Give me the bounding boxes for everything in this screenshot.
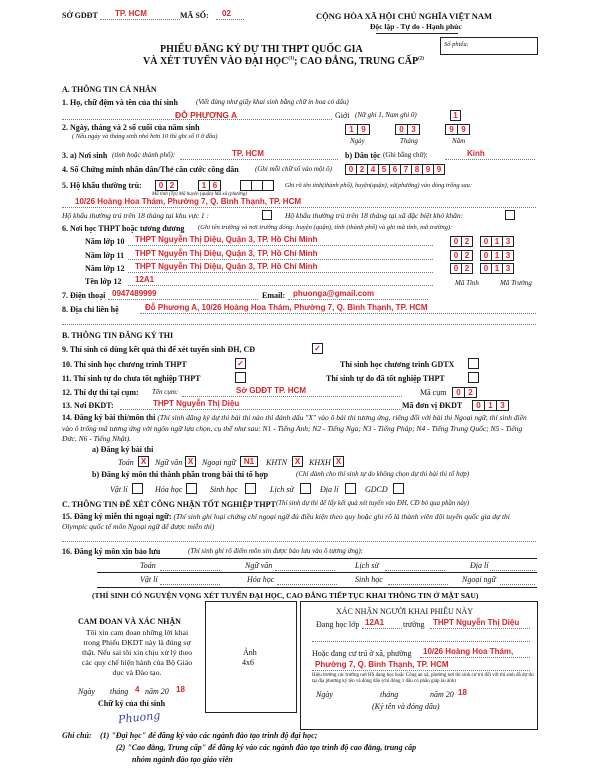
ngoaingu-code[interactable]: N1 bbox=[240, 456, 258, 467]
dob-year-1[interactable]: 9 bbox=[445, 124, 458, 135]
cmnd-digit-7[interactable]: 8 bbox=[411, 164, 423, 175]
diali-check[interactable] bbox=[345, 483, 356, 494]
bl-lichsu: Lịch sử bbox=[355, 561, 379, 570]
email-label: Email: bbox=[262, 291, 286, 300]
q3b-label: b) Dân tộc bbox=[345, 151, 381, 160]
so-phieu-box[interactable] bbox=[440, 37, 538, 55]
hk-huyen-1[interactable]: 1 bbox=[198, 180, 210, 191]
camdoan-title: CAM ĐOAN VÀ XÁC NHẬN bbox=[78, 617, 181, 626]
madv-3[interactable]: 3 bbox=[496, 400, 509, 411]
photo-label-2: 4x6 bbox=[242, 658, 254, 667]
q13-label: 13. Nơi ĐKDT: bbox=[62, 401, 114, 410]
signature: Phuong bbox=[117, 708, 161, 727]
xacnhan-title: XÁC NHẬN NGƯỜI KHAI PHIẾU NÀY bbox=[336, 607, 474, 616]
bl-vatli: Vật lí bbox=[140, 575, 158, 584]
q14-block: 14. Đăng ký bài thi/môn thi (Thí sinh đăng ký dự thi bài thi nào thì đánh dấu "X" vào ô bài thi tương ứng, riêng đối với bài thi Ngoại ngữ, thí sinh điền vào ô trống mã tương ứng với ngôn ngữ lựa chọn, cụ thể như sau: N1 - Tiếng Anh; N2 - Tiếng Nga; N3 - Tiếng Pháp; N4 - Tiếng Trung Quốc; N5 - Tiếng Đức, N6 - Tiếng Nhật). bbox=[62, 413, 527, 443]
q1-hint: (Viết đúng như giấy khai sinh bằng chữ in hoa có dấu) bbox=[196, 98, 349, 106]
cd-nam: năm 20 bbox=[145, 687, 169, 696]
ngoaingu-label: Ngoại ngữ bbox=[202, 458, 236, 467]
email-value[interactable]: phuonga@gmail.com bbox=[293, 289, 375, 298]
cmnd-digit-4[interactable]: 5 bbox=[378, 164, 390, 175]
gdtx-label: Thí sinh học chương trình GDTX bbox=[340, 360, 455, 369]
nguvan-check[interactable]: X bbox=[185, 456, 196, 467]
so-gddt-label: SỞ GDĐT bbox=[62, 11, 98, 20]
q12-hint: Tên cụm: bbox=[152, 388, 179, 396]
lop10-code-4[interactable]: 1 bbox=[491, 236, 503, 247]
tnthpt-check[interactable] bbox=[468, 372, 479, 383]
q1-fullname[interactable]: ĐỖ PHƯƠNG A bbox=[175, 110, 238, 120]
q1-label: 1. Họ, chữ đệm và tên của thí sinh bbox=[62, 98, 178, 107]
q14b-hint: (Chỉ dành cho thí sinh tự do không chọn dự thi bài thi tổ hợp) bbox=[296, 470, 470, 478]
bl-toan: Toán bbox=[140, 561, 156, 570]
q4-label: 4. Số Chứng minh nhân dân/Thẻ căn cước công dân bbox=[62, 165, 239, 174]
ma-truong-caption: Mã Trường bbox=[500, 279, 532, 287]
toan-label: Toán bbox=[118, 458, 134, 467]
ghichu-label: Ghi chú: bbox=[62, 731, 92, 740]
dob-day-2[interactable]: 9 bbox=[357, 124, 370, 135]
q3a-value[interactable]: TP. HCM bbox=[232, 149, 264, 158]
q8-label: 8. Địa chỉ liên hệ bbox=[62, 305, 119, 314]
hk-xa-3[interactable] bbox=[262, 180, 274, 191]
cmnd-digit-5[interactable]: 6 bbox=[389, 164, 401, 175]
lop10-code-1[interactable]: 0 bbox=[450, 236, 462, 247]
form-title-line1: PHIẾU ĐĂNG KÝ DỰ THI THPT QUỐC GIA bbox=[160, 44, 363, 55]
q8-address[interactable]: Đỗ Phương A, 10/26 Hoàng Hoa Thám, Phường 7, Q. Bình Thạnh, TP. HCM bbox=[145, 303, 428, 312]
thang-caption: Tháng bbox=[400, 137, 418, 145]
madv-2[interactable]: 1 bbox=[484, 400, 497, 411]
cd-nam-value[interactable]: 18 bbox=[176, 685, 185, 694]
lop11-school[interactable]: THPT Nguyễn Thị Diệu, Quận 3, TP. Hồ Chí Minh bbox=[135, 249, 318, 258]
gdcd-label: GDCD bbox=[365, 485, 388, 494]
xn-addr2[interactable]: Phường 7, Q. Bình Thạnh, TP. HCM bbox=[315, 660, 449, 669]
khtn-label: KHTN bbox=[266, 458, 287, 467]
lop10-code-2[interactable]: 2 bbox=[461, 236, 473, 247]
section-c-title: C. THÔNG TIN ĐỂ XÉT CÔNG NHẬN TỐT NGHIỆP THPT bbox=[62, 500, 276, 509]
gdtx-check[interactable] bbox=[468, 358, 479, 369]
sinhhoc-label: Sinh học bbox=[210, 485, 238, 494]
xn-note: Hiệu trưởng các trường nơi HS đang học hoặc Công an xã, phường nơi thí sinh cư trú đối với thí sinh đã dự thi tại địa phương ký tên và đóng dấu (chỉ đóng 1 dấu có phần giáp lai ảnh) bbox=[312, 673, 534, 684]
q7-label: 7. Điện thoại bbox=[62, 291, 106, 300]
q5-db-box[interactable] bbox=[505, 210, 515, 220]
cmnd-digit-1[interactable]: 0 bbox=[345, 164, 357, 175]
lop11-code-3[interactable]: 0 bbox=[480, 250, 492, 261]
lop12-code-3[interactable]: 0 bbox=[480, 263, 492, 274]
lop10-label: Năm lớp 10 bbox=[85, 237, 125, 246]
q12-value[interactable]: Sở GDĐT TP. HCM bbox=[236, 386, 306, 395]
notice: (THÍ SINH CÓ NGUYỆN VỌNG XÉT TUYỂN ĐẠI HỌC, CAO ĐẲNG TIẾP TỤC KHAI THÔNG TIN Ở MẶT SAU) bbox=[92, 591, 479, 600]
madv-label: Mã đơn vị ĐKDT bbox=[402, 401, 463, 410]
tenlop-value[interactable]: 12A1 bbox=[135, 275, 155, 284]
hk-tinh-2[interactable]: 2 bbox=[166, 180, 178, 191]
q14a-label: a) Đăng ký bài thi bbox=[92, 445, 154, 454]
lichsu-label: Lịch sử bbox=[270, 485, 294, 494]
q3a-hint: (tỉnh hoặc thành phố): bbox=[112, 151, 176, 159]
q9-label: 9. Thí sinh có dùng kết quả thi để xét tuyển sinh ĐH, CĐ bbox=[62, 345, 256, 354]
bl-nguvan: Ngữ văn bbox=[245, 561, 273, 570]
q16-hint: (Thí sinh ghi rõ điểm môn xin được bảo lưu vào ô tương ứng): bbox=[188, 547, 363, 555]
bl-ngoaingu: Ngoại ngữ bbox=[462, 575, 496, 584]
xn-thang: tháng bbox=[380, 690, 399, 699]
lop10-school[interactable]: THPT Nguyễn Thị Diệu, Quận 3, TP. Hồ Chí Minh bbox=[135, 235, 318, 244]
xn-hoac: Hoặc đang cư trú ở xã, phường bbox=[312, 649, 412, 658]
macum-label: Mã cụm bbox=[420, 388, 447, 397]
hk-tinh-1[interactable]: 0 bbox=[155, 180, 167, 191]
q6-hint: (Ghi tên trường và nơi trường đóng: huyện (quận), tỉnh (thành phố) và ghi mã tỉnh, mã trường): bbox=[198, 224, 453, 231]
ngay-caption: Ngày bbox=[350, 137, 365, 145]
lop11-code-5[interactable]: 3 bbox=[502, 250, 514, 261]
khtn-check[interactable]: X bbox=[292, 456, 303, 467]
gdcd-check[interactable] bbox=[393, 483, 404, 494]
q3b-value[interactable]: Kinh bbox=[467, 149, 485, 158]
q2-label: 2. Ngày, tháng và 2 số cuối của năm sinh bbox=[62, 123, 200, 132]
q16-label: 16. Đăng ký môn xin bảo lưu bbox=[62, 547, 161, 556]
q3b-hint: (Ghi bằng chữ): bbox=[383, 151, 428, 159]
bl-hoahoc: Hóa học bbox=[247, 575, 275, 584]
lop11-code-4[interactable]: 1 bbox=[491, 250, 503, 261]
ma-so-value[interactable]: 02 bbox=[222, 9, 231, 18]
xn-sign: (Ký tên và đóng dấu) bbox=[372, 702, 440, 711]
vatli-check[interactable] bbox=[132, 483, 143, 494]
khxh-label: KHXH bbox=[309, 458, 331, 467]
cd-ngay: Ngày bbox=[78, 687, 95, 696]
so-gddt-value[interactable]: TP. HCM bbox=[115, 9, 147, 18]
dob-day-1[interactable]: 1 bbox=[345, 124, 358, 135]
q9-check[interactable]: ✓ bbox=[312, 343, 323, 354]
q5-sub: Mã tỉnh (Tp) Mã huyện (quận) Mã xã (phường) bbox=[152, 192, 248, 197]
q11-label: 11. Thí sinh tự do chưa tốt nghiệp THPT bbox=[62, 374, 201, 383]
xn-lop-value[interactable]: 12A1 bbox=[365, 618, 385, 627]
section-c-hint: (Thí sinh dự thi để lấy kết quả xét tuyển vào ĐH, CĐ bỏ qua phần này) bbox=[276, 500, 470, 507]
lop10-code-5[interactable]: 3 bbox=[502, 236, 514, 247]
xn-ngay: Ngày bbox=[316, 690, 333, 699]
toan-check[interactable]: X bbox=[138, 456, 149, 467]
lop12-code-4[interactable]: 1 bbox=[491, 263, 503, 274]
xn-danghoc: Đang học lớp bbox=[316, 620, 360, 629]
gioi-box[interactable]: 1 bbox=[450, 110, 461, 121]
photo-label-1: Ảnh bbox=[243, 648, 257, 657]
q13-value[interactable]: THPT Nguyễn Thị Diệu bbox=[153, 399, 240, 408]
q5-address[interactable]: 10/26 Hoàng Hoa Thám, Phường 7, Q. Bình Thạnh, TP. HCM bbox=[75, 197, 302, 206]
cd-thang: tháng bbox=[110, 687, 129, 696]
hoahoc-label: Hóa học bbox=[155, 485, 183, 494]
cmnd-digit-2[interactable]: 2 bbox=[356, 164, 368, 175]
section-a-title: A. THÔNG TIN CÁ NHÂN bbox=[62, 85, 157, 94]
lop10-code-3[interactable]: 0 bbox=[480, 236, 492, 247]
so-phieu-label: Số phiếu: bbox=[444, 41, 469, 48]
cmnd-digit-9[interactable]: 9 bbox=[433, 164, 445, 175]
q5-kv1-box[interactable] bbox=[262, 210, 272, 220]
khxh-check[interactable]: X bbox=[333, 456, 344, 467]
nguvan-label: Ngữ văn bbox=[155, 458, 183, 467]
ma-so-label: MÃ SỐ: bbox=[180, 11, 209, 20]
q3a-label: 3. a) Nơi sinh bbox=[62, 151, 108, 160]
lop11-code-2[interactable]: 2 bbox=[461, 250, 473, 261]
nation-title: CỘNG HÒA XÃ HỘI CHỦ NGHĨA VIỆT NAM bbox=[316, 11, 493, 21]
q5-db-label: Hộ khẩu thường trú trên 18 tháng tại xã đặc biệt khó khăn: bbox=[285, 211, 464, 220]
q5-hint-right: Ghi rõ tên tỉnh(thành phố), huyện(quận), xã(phường) vào dòng trống sau: bbox=[285, 182, 472, 189]
tnthpt-label: Thí sinh tự do đã tốt nghiệp THPT bbox=[326, 374, 445, 383]
nam-caption: Năm bbox=[452, 137, 466, 145]
macum-1[interactable]: 0 bbox=[452, 387, 465, 398]
xn-truong-value[interactable]: THPT Nguyễn Thị Diệu bbox=[433, 618, 520, 627]
cmnd-digit-8[interactable]: 9 bbox=[422, 164, 434, 175]
section-b-title: B. THÔNG TIN ĐĂNG KÝ THI bbox=[62, 331, 174, 340]
xn-nam-value[interactable]: 18 bbox=[458, 688, 467, 697]
q5-kv1-label: Hộ khẩu thường trú trên 18 tháng tại khu vực 1 : bbox=[62, 211, 209, 220]
lop12-code-1[interactable]: 0 bbox=[450, 263, 462, 274]
bl-sinhhoc: Sinh học bbox=[355, 575, 383, 584]
q14b-label: b) Đăng ký môn thi thành phần trong bài thi tổ hợp bbox=[92, 470, 269, 479]
form-title-line2: VÀ XÉT TUYỂN VÀO ĐẠI HỌC$^{(1)}$; CAO ĐẲNG, TRUNG CẤP$^{(2)}$ bbox=[143, 56, 424, 67]
hk-huyen-2[interactable]: 6 bbox=[209, 180, 221, 191]
q10-check[interactable]: ✓ bbox=[235, 358, 246, 369]
madv-1[interactable]: 0 bbox=[472, 400, 485, 411]
footnote-1: (1) "Đại học" để đăng ký vào các ngành đào tạo trình độ đại học; bbox=[100, 731, 318, 740]
macum-2[interactable]: 2 bbox=[464, 387, 477, 398]
xn-truong: trường bbox=[403, 620, 425, 629]
hoahoc-check[interactable] bbox=[186, 483, 197, 494]
lop11-code-1[interactable]: 0 bbox=[450, 250, 462, 261]
camdoan-text: Tôi xin cam đoan những lời khai trong Phiếu ĐKDT này là đúng sự thật. Nếu sai tôi xin chịu xử lý theo các quy chế hiện hành của Bộ Giáo dục và Đào tạo. bbox=[81, 628, 193, 677]
lop12-label: Năm lớp 12 bbox=[85, 264, 125, 273]
footnote-2b: nhóm ngành đào tạo giáo viên bbox=[132, 755, 233, 764]
lop12-school[interactable]: THPT Nguyễn Thị Diệu, Quận 3, TP. Hồ Chí Minh bbox=[135, 262, 318, 271]
motto: Độc lập - Tự do - Hạnh phúc bbox=[370, 22, 462, 31]
q6-label: 6. Nơi học THPT hoặc tương đương bbox=[62, 224, 185, 233]
q2-hint: ( Nếu ngày và tháng sinh nhỏ hơn 10 thì ghi số 0 ở đầu) bbox=[72, 133, 218, 140]
lichsu-check[interactable] bbox=[300, 483, 311, 494]
vatli-label: Vật lí bbox=[110, 485, 128, 494]
q11-check[interactable] bbox=[235, 372, 246, 383]
q12-label: 12. Thí dự thi tại cụm: bbox=[62, 388, 139, 397]
xn-nam: năm 20 bbox=[430, 690, 454, 699]
gioi-label: Giới bbox=[335, 111, 350, 120]
lop12-code-2[interactable]: 2 bbox=[461, 263, 473, 274]
cmnd-digit-3[interactable]: 4 bbox=[367, 164, 379, 175]
q15-block: 15. Đăng ký miễn thi ngoại ngữ: (Thí sinh ghi loại chứng chỉ ngoại ngữ đủ điều kiện theo quy hoặc ghi rõ là thành viên đội tuyển quốc gia dự thi Olympic quốc tế môn Ngoại ngữ để được miễn thi) bbox=[62, 512, 510, 531]
xn-addr1[interactable]: 10/26 Hoàng Hoa Thám, bbox=[423, 647, 514, 656]
sinhhoc-check[interactable] bbox=[245, 483, 256, 494]
dob-year-2[interactable]: 9 bbox=[457, 124, 470, 135]
cd-thang-value[interactable]: 4 bbox=[135, 685, 140, 694]
q10-label: 10. Thí sinh học chương trình THPT bbox=[62, 360, 187, 369]
lop12-code-5[interactable]: 3 bbox=[502, 263, 514, 274]
q4-hint: (Ghi mỗi chữ số vào một ô) bbox=[255, 165, 332, 173]
lop11-label: Năm lớp 11 bbox=[85, 251, 125, 260]
q7-phone[interactable]: 0947489999 bbox=[112, 289, 157, 298]
bl-diali: Địa lí bbox=[470, 561, 489, 570]
dob-month-2[interactable]: 3 bbox=[407, 124, 420, 135]
photo-box[interactable] bbox=[205, 601, 297, 713]
cd-sign-label: Chữ ký của thí sinh bbox=[98, 699, 166, 708]
dob-month-1[interactable]: 0 bbox=[395, 124, 408, 135]
footnote-2: (2) "Cao đẳng, Trung cấp" để đăng ký vào các ngành đào tạo trình độ cao đẳng, trung cấp bbox=[116, 743, 417, 752]
ma-tinh-caption: Mã Tỉnh bbox=[455, 279, 479, 287]
cmnd-digit-6[interactable]: 7 bbox=[400, 164, 412, 175]
q5-label: 5. Hộ khẩu thường trú: bbox=[62, 181, 142, 190]
diali-label: Địa lí bbox=[320, 485, 339, 494]
gioi-hint: (Nữ ghi 1, Nam ghi 0) bbox=[355, 111, 417, 119]
tenlop-label: Tên lớp 12 bbox=[85, 277, 122, 286]
